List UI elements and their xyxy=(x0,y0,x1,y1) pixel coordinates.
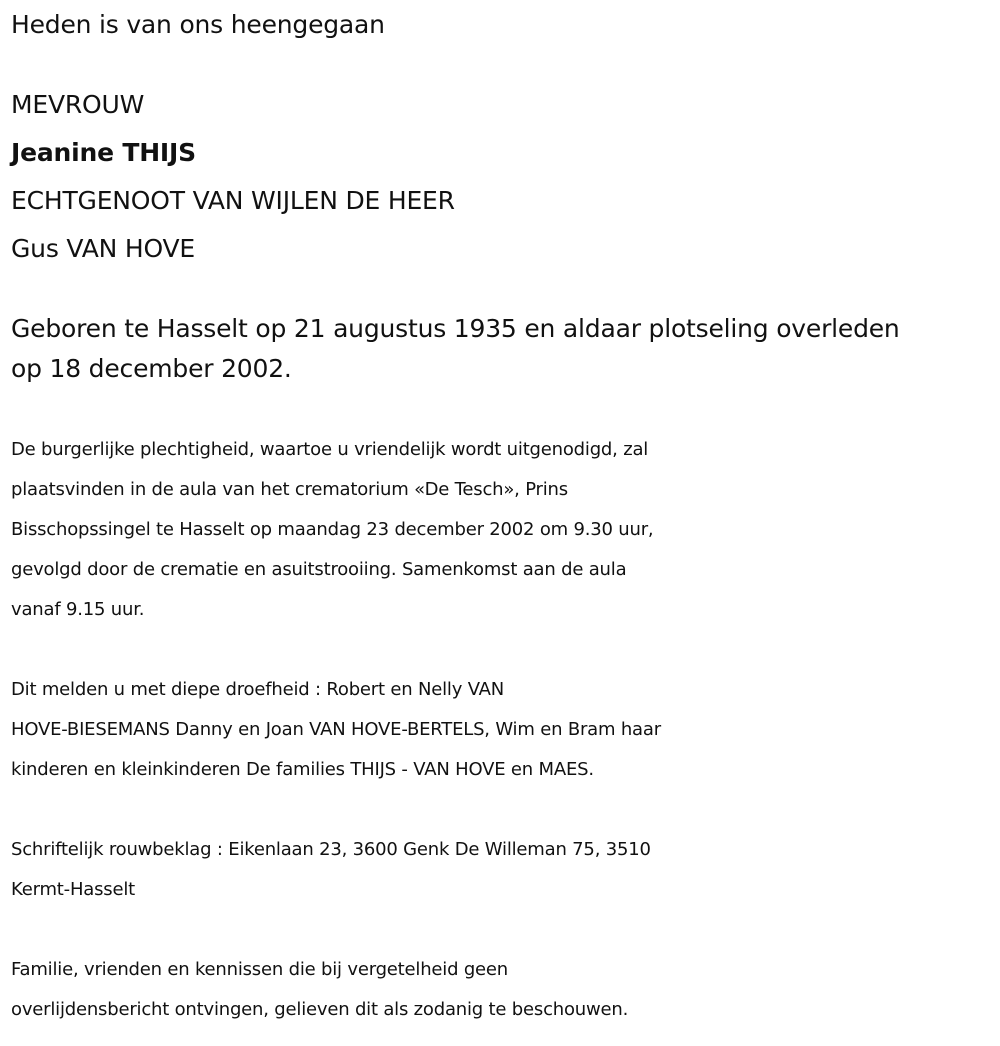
closing-paragraph xyxy=(11,950,996,1030)
paragraph-line: HOVE-BIESEMANS Danny en Joan VAN HOVE-BERTELS, Wim en Bram haar xyxy=(11,719,661,740)
paragraph-line: Dit melden u met diepe droefheid : Robert en Nelly VAN xyxy=(11,679,505,700)
paragraph-line: Familie, vrienden en kennissen die bij vergetelheid geen xyxy=(11,959,509,980)
salutation: MEVROUW xyxy=(11,90,145,119)
spouse-name: Gus VAN HOVE xyxy=(11,234,195,263)
paragraph-line: Bisschopssingel te Hasselt op maandag 23 december 2002 om 9.30 uur, xyxy=(11,519,654,540)
relation-text: ECHTGENOOT VAN WIJLEN DE HEER xyxy=(11,186,455,215)
paragraph-line: Kermt-Hasselt xyxy=(11,879,136,900)
paragraph-line: gevolgd door de crematie en asuitstrooiing. Samenkomst aan de aula xyxy=(11,559,627,580)
paragraph-line: Schriftelijk rouwbeklag : Eikenlaan 23, 3600 Genk De Willeman 75, 3510 xyxy=(11,839,651,860)
deceased-name: Jeanine THIJS xyxy=(11,138,196,167)
paragraph-line: Geboren te Hasselt op 21 augustus 1935 en aldaar plotseling overleden xyxy=(11,314,900,343)
paragraph-line: De burgerlijke plechtigheid, waartoe u vriendelijk wordt uitgenodigd, zal xyxy=(11,439,649,460)
paragraph-line: plaatsvinden in de aula van het crematorium «De Tesch», Prins xyxy=(11,479,568,500)
paragraph-line: op 18 december 2002. xyxy=(11,354,292,383)
paragraph-line: overlijdensbericht ontvingen, gelieven dit als zodanig te beschouwen. xyxy=(11,999,629,1020)
condolences-paragraph xyxy=(11,830,996,910)
family-paragraph xyxy=(11,670,996,790)
paragraph-line: kinderen en kleinkinderen De families THIJS - VAN HOVE en MAES. xyxy=(11,759,594,780)
paragraph-line: vanaf 9.15 uur. xyxy=(11,599,145,620)
birth-death-paragraph xyxy=(11,309,986,389)
intro-text: Heden is van ons heengegaan xyxy=(11,10,385,39)
ceremony-paragraph xyxy=(11,430,996,630)
